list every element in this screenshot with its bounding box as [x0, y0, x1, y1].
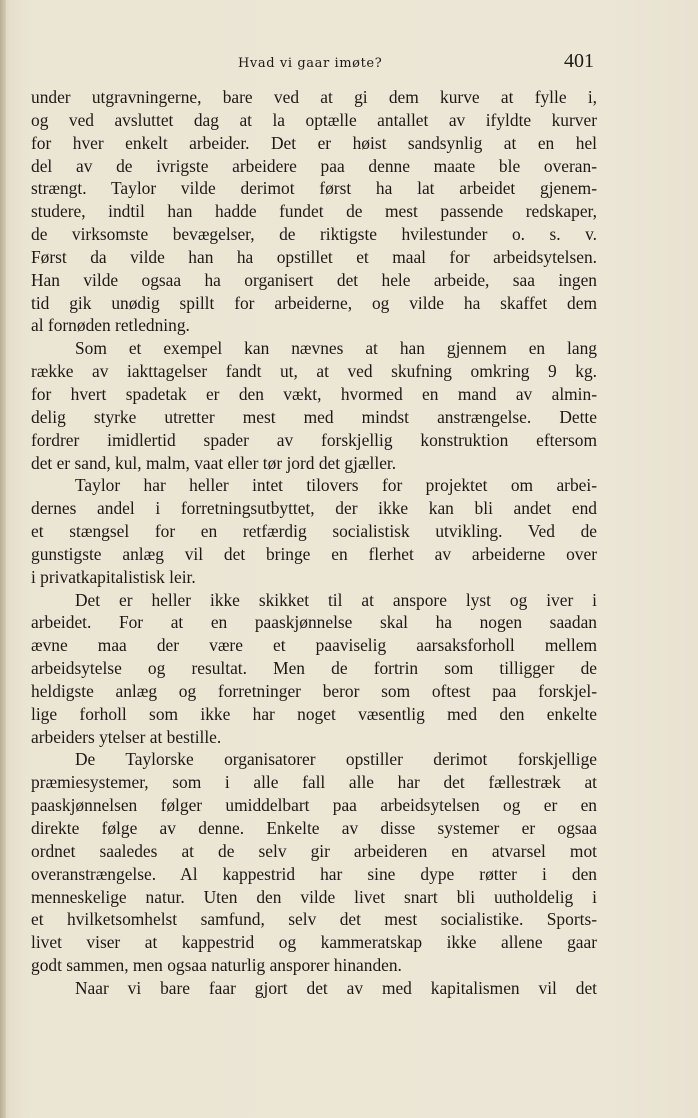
- text-line: ordnet saaledes at de selv gir arbeideren en atvarsel mot: [31, 840, 597, 861]
- text-line: og ved avsluttet dag at la optælle antallet av ifyldte kurver: [31, 109, 597, 130]
- text-line: livet viser at kappestrid og kammeratskap ikke allene gaar: [31, 932, 597, 953]
- text-line: strængt. Taylor vilde derimot først ha lat arbeidet gjenem-: [31, 178, 597, 199]
- page-header: [0, 50, 698, 76]
- text-line: arbeidsytelse og resultat. Men de fortrin som tilligger de: [31, 658, 597, 679]
- text-line: overanstrængelse. Al kappestrid har sine dype røtter i den: [31, 863, 597, 884]
- text-line: Naar vi bare faar gjort det av med kapitalismen vil det: [75, 977, 597, 998]
- text-line: arbeiders ytelser at bestille.: [31, 726, 222, 747]
- text-line: Som et exempel kan nævnes at han gjennem en lang: [75, 338, 597, 359]
- text-line: et stængsel for en retfærdig socialistisk utvikling. Ved de: [31, 521, 597, 542]
- text-line: lige forholl som ikke har noget væsentlig med den enkelte: [31, 703, 597, 724]
- text-line: for hver enkelt arbeider. Det er høist sandsynlig at en hel: [31, 132, 597, 153]
- running-title: Hvad vi gaar imøte?: [238, 56, 383, 71]
- text-line: delig styrke utretter mest med mindst anstrængelse. Dette: [31, 406, 597, 427]
- text-line: række av iakttagelser fandt ut, at ved skufning omkring 9 kg.: [31, 361, 597, 382]
- text-line: heldigste anlæg og forretninger beror som oftest paa forskjel-: [31, 680, 597, 701]
- body-text: [31, 86, 597, 1000]
- text-line: dernes andel i forretningsutbyttet, der ikke kan bli andet end: [31, 498, 597, 519]
- text-line: under utgravningerne, bare ved at gi dem kurve at fylle i,: [31, 87, 597, 107]
- text-line: et hvilketsomhelst samfund, selv det mest socialistike. Sports-: [31, 909, 597, 930]
- text-line: Først da vilde han ha opstillet et maal for arbeidsytelsen.: [31, 246, 597, 267]
- text-line: menneskelige natur. Uten den vilde livet snart bli uutholdelig i: [31, 886, 597, 907]
- text-line: godt sammen, men ogsaa naturlig ansporer hinanden.: [31, 955, 402, 976]
- text-line: De Taylorske organisatorer opstiller derimot forskjellige: [75, 749, 597, 770]
- page-binding-edge: [0, 0, 6, 1118]
- text-line: paaskjønnelsen følger umiddelbart paa arbeidsytelsen og er en: [31, 795, 597, 816]
- text-line: studere, indtil han hadde fundet de mest passende redskaper,: [31, 201, 597, 222]
- text-line: direkte følge av denne. Enkelte av disse systemer er ogsaa: [31, 818, 597, 838]
- text-line: Det er heller ikke skikket til at anspore lyst og iver i: [75, 589, 597, 610]
- text-line: del av de ivrigste arbeidere paa denne maate ble overan-: [31, 155, 597, 176]
- text-line: de virksomste bevægelser, de riktigste hvilestunder o. s. v.: [31, 224, 597, 245]
- text-line: arbeidet. For at en paaskjønnelse skal ha nogen saadan: [31, 612, 597, 633]
- text-line: al fornøden retledning.: [31, 315, 190, 336]
- text-line: Taylor har heller intet tilovers for projektet om arbei-: [75, 475, 597, 496]
- text-line: tid gik unødig spillt for arbeiderne, og vilde ha skaffet dem: [31, 292, 597, 313]
- text-line: Han vilde ogsaa ha organisert det hele arbeide, saa ingen: [31, 269, 597, 290]
- text-line: for hvert spadetak er den vækt, hvormed en mand av almin-: [31, 383, 597, 404]
- text-line: i privatkapitalistisk leir.: [31, 566, 196, 587]
- text-line: gunstigste anlæg vil det bringe en flerhet av arbeiderne over: [31, 543, 597, 564]
- page-number: 401: [564, 50, 594, 72]
- text-line: det er sand, kul, malm, vaat eller tør jord det gjæller.: [31, 452, 397, 473]
- text-line: ævne maa der være et paaviselig aarsaksforholl mellem: [31, 635, 597, 656]
- text-line: fordrer imidlertid spader av forskjellig konstruktion eftersom: [31, 429, 597, 450]
- text-line: præmiesystemer, som i alle fall alle har det fællestræk at: [31, 772, 597, 793]
